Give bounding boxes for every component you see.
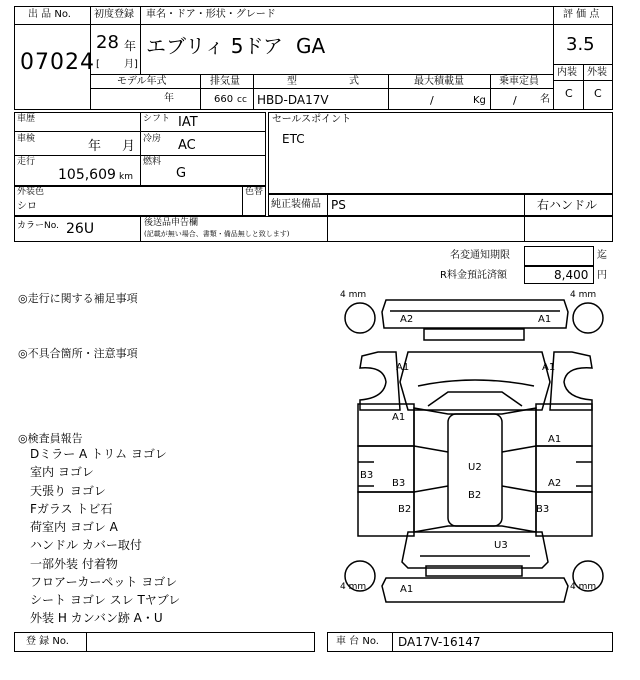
post-report-label: 後送品申告欄 bbox=[144, 218, 199, 228]
interior-score: C bbox=[565, 87, 573, 100]
equipment-label: 純正装備品 bbox=[271, 199, 321, 210]
mark-right-rear: B3 bbox=[536, 504, 550, 515]
max-load-label: 最大積載量 bbox=[414, 76, 464, 87]
first-reg-month-unit: 月] bbox=[124, 59, 138, 70]
equipment-value: PS bbox=[331, 198, 346, 212]
mark-right-fender: A1 bbox=[542, 362, 556, 373]
divider bbox=[327, 194, 328, 216]
max-load-unit: Kg bbox=[473, 95, 486, 106]
first-reg-year: 28 bbox=[96, 32, 119, 53]
recycle-unit: 円 bbox=[597, 270, 607, 281]
exterior-score-label: 外装 bbox=[587, 67, 607, 78]
divider bbox=[242, 186, 243, 216]
car-name: エブリィ 5ドア bbox=[146, 34, 283, 58]
lot-number: 07024 bbox=[20, 50, 95, 75]
divider bbox=[388, 74, 389, 110]
interior-score-label: 内装 bbox=[557, 67, 577, 78]
displacement-label: 排気量 bbox=[210, 76, 240, 87]
sales-point-label: セールスポイント bbox=[272, 114, 352, 125]
mark-left-slide-door: B3 bbox=[392, 478, 406, 489]
overall-score: 3.5 bbox=[566, 34, 595, 55]
recycle-label: R料金預託済額 bbox=[440, 270, 507, 281]
divider bbox=[90, 88, 553, 89]
divider bbox=[86, 632, 87, 652]
divider bbox=[140, 24, 141, 74]
inspection-year-unit: 年 bbox=[88, 139, 102, 154]
mark-roof: U2 bbox=[468, 462, 482, 473]
mark-left-front-door: A1 bbox=[392, 412, 406, 423]
score-label: 評 価 点 bbox=[563, 9, 600, 20]
history-label: 車歴 bbox=[17, 114, 36, 124]
inspector-remark: シート ヨゴレ スレ Tヤブレ bbox=[30, 593, 181, 607]
chassis-label: 車 台 No. bbox=[336, 636, 379, 647]
divider bbox=[253, 74, 254, 110]
divider bbox=[524, 194, 525, 216]
sales-point-value: ETC bbox=[282, 132, 305, 146]
model-code: HBD-DA17V bbox=[257, 93, 329, 107]
first-reg-year-unit: 年 bbox=[124, 39, 137, 53]
tire-depth-rr: 4 mm bbox=[570, 582, 597, 592]
first-reg-month-open: [ bbox=[96, 59, 100, 70]
repaint-label: 色替 bbox=[245, 187, 264, 197]
first-reg-label: 初度登録 bbox=[94, 9, 134, 20]
divider bbox=[553, 24, 613, 25]
mark-left-fender: A1 bbox=[396, 362, 410, 373]
divider bbox=[140, 216, 141, 242]
color-no-value: 26U bbox=[66, 221, 95, 237]
registration-label: 登 録 No. bbox=[26, 636, 69, 647]
divider bbox=[14, 155, 266, 156]
driving-section-title: ◎走行に関する補足事項 bbox=[18, 292, 138, 305]
divider bbox=[327, 216, 328, 242]
mark-front-bumper: A2 bbox=[400, 314, 414, 325]
inspector-remark: Fガラス トビ石 bbox=[30, 502, 113, 516]
divider bbox=[392, 632, 393, 652]
mileage-value: 105,609 bbox=[58, 167, 116, 183]
name-change-field bbox=[524, 246, 594, 266]
tire-depth-fr: 4 mm bbox=[570, 290, 597, 300]
exterior-score: C bbox=[594, 87, 602, 100]
mark-right-front-door: A1 bbox=[548, 434, 562, 445]
capacity-unit: 名 bbox=[540, 94, 550, 105]
mark-front-bumper-right: A1 bbox=[538, 314, 552, 325]
capacity-slash: / bbox=[513, 94, 517, 107]
left-slide-door bbox=[358, 446, 414, 492]
divider bbox=[14, 24, 90, 25]
exterior-color-label: 外装色 bbox=[17, 187, 45, 197]
tire-depth-rl: 4 mm bbox=[340, 582, 367, 592]
model-year-label: モデル年式 bbox=[117, 76, 167, 87]
back-door bbox=[402, 532, 548, 568]
inspector-remark: ハンドル カバー取付 bbox=[30, 538, 142, 552]
model-label: 型 bbox=[287, 76, 297, 87]
mark-left-rear: B2 bbox=[398, 504, 412, 515]
fuel-value: G bbox=[176, 166, 187, 181]
capacity-label: 乗車定員 bbox=[499, 76, 539, 87]
inspector-remark: 荷室内 ヨゴレ A bbox=[30, 520, 118, 534]
mark-rear-bumper: A1 bbox=[400, 584, 414, 595]
tire-front-right bbox=[573, 303, 603, 333]
inspection-month-unit: 月 bbox=[122, 139, 136, 154]
aircon-value: AC bbox=[178, 138, 196, 153]
divider bbox=[90, 24, 553, 25]
chassis-number: DA17V-16147 bbox=[398, 635, 481, 649]
divider bbox=[140, 6, 141, 24]
divider bbox=[90, 74, 553, 75]
divider bbox=[14, 131, 266, 132]
post-report-note: (記載が無い場合、書類・備品無しと致します) bbox=[144, 230, 290, 238]
damage-diagram bbox=[338, 286, 614, 612]
model-year-unit: 年 bbox=[164, 93, 174, 104]
right-slide-door bbox=[536, 446, 592, 492]
max-load-slash: / bbox=[430, 94, 434, 107]
displacement-unit: cc bbox=[237, 95, 247, 105]
mileage-label: 走行 bbox=[17, 157, 36, 167]
inspector-section-title: ◎検査員報告 bbox=[18, 432, 83, 445]
tire-front-left bbox=[345, 303, 375, 333]
left-fender bbox=[360, 352, 400, 410]
name-change-label: 名変通知期限 bbox=[450, 250, 510, 261]
divider bbox=[583, 64, 584, 110]
divider bbox=[140, 112, 141, 186]
shift-value: IAT bbox=[178, 115, 198, 130]
lot-label: 出 品 No. bbox=[28, 9, 71, 20]
defects-section-title: ◎不具合箇所・注意事項 bbox=[18, 347, 138, 360]
inspection-label: 車検 bbox=[17, 134, 36, 144]
inspector-remark: 室内 ヨゴレ bbox=[30, 465, 94, 479]
front-grille bbox=[424, 329, 524, 340]
car-grade: GA bbox=[296, 34, 326, 58]
model-label-2: 式 bbox=[349, 76, 359, 87]
mark-roof-rear: B2 bbox=[468, 490, 482, 501]
color-no-label: カラーNo. bbox=[17, 221, 59, 231]
inspector-remark: 一部外装 付着物 bbox=[30, 557, 118, 571]
name-change-unit: 迄 bbox=[597, 250, 607, 261]
divider bbox=[553, 6, 554, 110]
mark-back-door: U3 bbox=[494, 540, 508, 551]
inspector-remark: 外装 H カンバン跡 A・U bbox=[30, 611, 163, 625]
inspector-remark: フロアーカーペット ヨゴレ bbox=[30, 575, 178, 589]
divider bbox=[524, 216, 525, 242]
exterior-color-value: シロ bbox=[17, 201, 37, 212]
mark-left-side: B3 bbox=[360, 470, 374, 481]
shift-label: シフト bbox=[143, 114, 171, 124]
mark-right-slide-door: A2 bbox=[548, 478, 562, 489]
divider bbox=[200, 74, 201, 110]
aircon-label: 冷房 bbox=[143, 134, 162, 144]
fuel-label: 燃料 bbox=[143, 157, 162, 167]
car-name-label: 車名・ドア・形状・グレード bbox=[146, 9, 276, 20]
inspector-remark: Dミラー A トリム ヨゴレ bbox=[30, 447, 167, 461]
right-fender bbox=[550, 352, 592, 410]
steering: 右ハンドル bbox=[537, 198, 598, 212]
recycle-value: 8,400 bbox=[554, 268, 589, 282]
mileage-unit: km bbox=[119, 172, 133, 182]
divider bbox=[490, 74, 491, 110]
tire-depth-fl: 4 mm bbox=[340, 290, 367, 300]
displacement: 660 bbox=[214, 94, 234, 105]
exterior-color-frame bbox=[14, 186, 266, 216]
hood bbox=[400, 352, 550, 410]
inspector-remark: 天張り ヨゴレ bbox=[30, 484, 106, 498]
